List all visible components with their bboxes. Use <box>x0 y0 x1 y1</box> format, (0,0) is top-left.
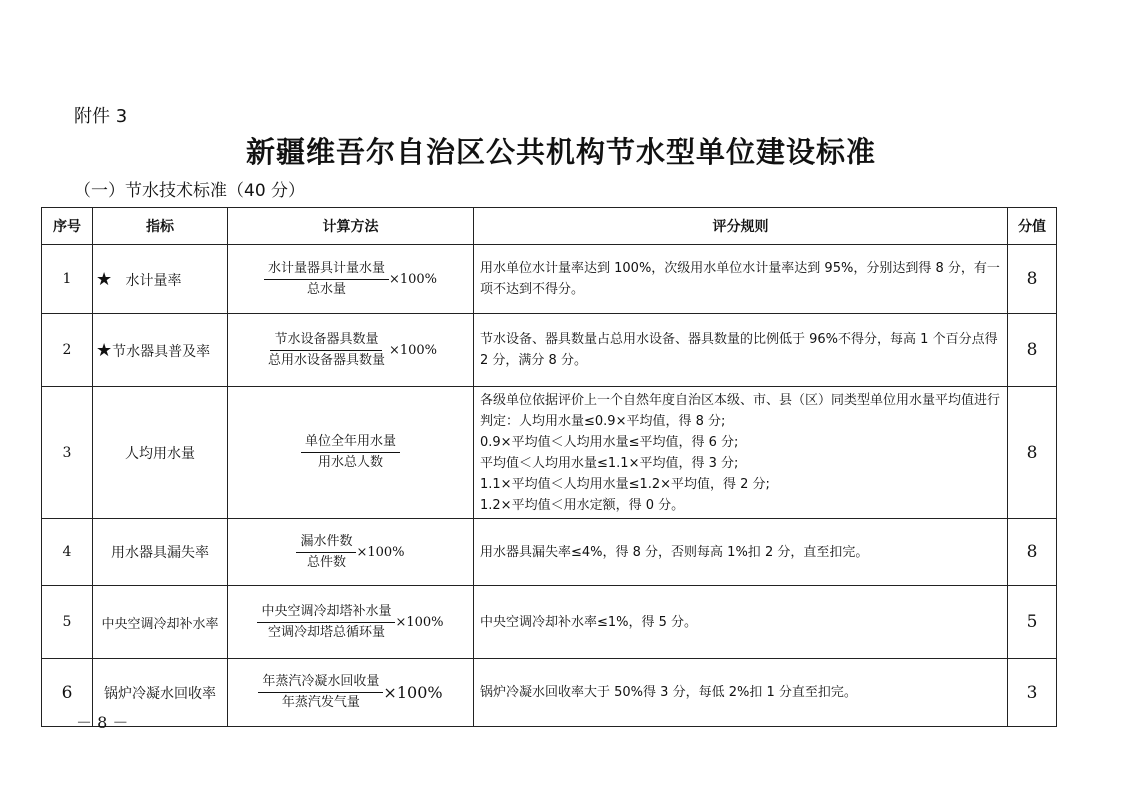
rule-line: 锅炉冷凝水回收率大于 50%得 3 分，每低 2%扣 1 分直至扣完。 <box>480 685 857 700</box>
row-method <box>228 586 474 659</box>
row-seq: 3 <box>42 387 93 519</box>
rule-line: 中央空调冷却补水率≤1%，得 5 分。 <box>480 614 698 630</box>
table-row <box>42 519 1057 586</box>
row-seq: 2 <box>42 314 93 387</box>
row-indicator-cell <box>93 245 228 314</box>
row-rule <box>474 519 1008 586</box>
header-rule: 评分规则 <box>474 208 1008 245</box>
row-indicator: 人均用水量 <box>93 387 228 519</box>
formula-fraction <box>296 532 356 573</box>
formula-multiplier: ×100% <box>388 342 438 358</box>
row-score: 3 <box>1008 659 1057 727</box>
row-indicator: 中央空调冷却补水率 <box>93 586 228 659</box>
star-icon: ★ <box>96 268 113 290</box>
rule-line: 平均值＜人均用水量≤1.1×平均值，得 3 分; <box>480 455 739 471</box>
formula-numerator: 年蒸汽冷凝水回收量 <box>258 672 383 693</box>
table-row <box>42 314 1057 387</box>
document-title: 新疆维吾尔自治区公共机构节水型单位建设标准 <box>245 135 876 169</box>
row-seq: 5 <box>42 586 93 659</box>
attachment-label: 附件 3 <box>74 106 128 127</box>
formula-fraction <box>264 259 389 300</box>
row-indicator: 水计量率 <box>125 272 182 289</box>
row-rule <box>474 659 1008 727</box>
formula-fraction <box>257 602 395 643</box>
rule-line: 1.1×平均值＜人均用水量≤1.2×平均值，得 2 分; <box>480 476 770 492</box>
table-row <box>42 586 1057 659</box>
formula-multiplier: ×100% <box>383 683 443 702</box>
formula-denominator: 总用水设备器具数量 <box>267 352 385 368</box>
standards-table <box>41 207 1057 727</box>
formula-denominator: 用水总人数 <box>317 455 383 470</box>
formula-denominator: 空调冷却塔总循环量 <box>267 624 385 640</box>
row-method <box>228 659 474 727</box>
formula-numerator: 水计量器具计量水量 <box>264 259 389 280</box>
formula-numerator: 节水设备器具数量 <box>270 330 382 351</box>
row-rule <box>474 245 1008 314</box>
formula-fraction <box>258 672 383 713</box>
formula-denominator: 总件数 <box>306 554 346 570</box>
row-score: 8 <box>1008 519 1057 586</box>
row-method <box>228 314 474 387</box>
row-method <box>228 387 474 519</box>
row-rule <box>474 387 1008 519</box>
table-row <box>42 659 1057 727</box>
row-indicator: 用水器具漏失率 <box>93 519 228 586</box>
row-method <box>228 245 474 314</box>
formula-numerator: 单位全年用水量 <box>301 432 400 453</box>
rule-line: 各级单位依据评价上一个自然年度自治区本级、市、县（区）同类型单位用水量平均值进行判定：人均用水量≤0.9×平均值，得 8 分; <box>480 392 1001 429</box>
row-rule <box>474 586 1008 659</box>
table-row <box>42 387 1057 519</box>
page-number: － 8 － <box>76 713 129 732</box>
row-rule <box>474 314 1008 387</box>
header-seq: 序号 <box>42 208 93 245</box>
row-score: 8 <box>1008 387 1057 519</box>
row-method <box>228 519 474 586</box>
row-seq: 1 <box>42 245 93 314</box>
rule-line: 用水器具漏失率≤4%，得 8 分，否则每高 1%扣 2 分，直至扣完。 <box>480 544 869 560</box>
row-indicator: 节水器具普及率 <box>112 343 211 360</box>
row-seq: 6 <box>42 659 93 727</box>
formula-multiplier: ×100% <box>388 271 438 287</box>
header-indicator: 指标 <box>93 208 228 245</box>
header-method: 计算方法 <box>228 208 474 245</box>
table-header-row <box>42 208 1057 245</box>
rule-line: 节水设备、器具数量占总用水设备、器具数量的比例低于 96%不得分，每高 1 个百分点得 2 分，满分 8 分。 <box>480 332 998 368</box>
row-seq: 4 <box>42 519 93 586</box>
row-indicator: 锅炉冷凝水回收率 <box>93 659 228 727</box>
formula-multiplier: ×100% <box>395 614 444 630</box>
formula-numerator: 漏水件数 <box>296 532 356 553</box>
section-title: （一）节水技术标准（40 分） <box>74 181 306 201</box>
row-score: 5 <box>1008 586 1057 659</box>
rule-line: 用水单位水计量率达到 100%，次级用水单位水计量率达到 95%，分别达到得 8 分，有一项不达到不得分。 <box>480 261 1000 297</box>
formula-denominator: 总水量 <box>306 281 346 297</box>
formula-denominator: 年蒸汽发气量 <box>281 695 360 710</box>
formula-multiplier: ×100% <box>356 544 405 560</box>
rule-line: 1.2×平均值＜用水定额，得 0 分。 <box>480 497 685 513</box>
rule-line: 0.9×平均值＜人均用水量≤平均值，得 6 分; <box>480 434 739 450</box>
formula-numerator: 中央空调冷却塔补水量 <box>257 602 395 623</box>
formula-fraction <box>301 432 400 473</box>
row-score: 8 <box>1008 245 1057 314</box>
header-score: 分值 <box>1008 208 1057 245</box>
row-indicator-cell <box>93 314 228 387</box>
table-row <box>42 245 1057 314</box>
star-icon: ★ <box>96 339 113 361</box>
formula-fraction <box>264 330 389 371</box>
row-score: 8 <box>1008 314 1057 387</box>
